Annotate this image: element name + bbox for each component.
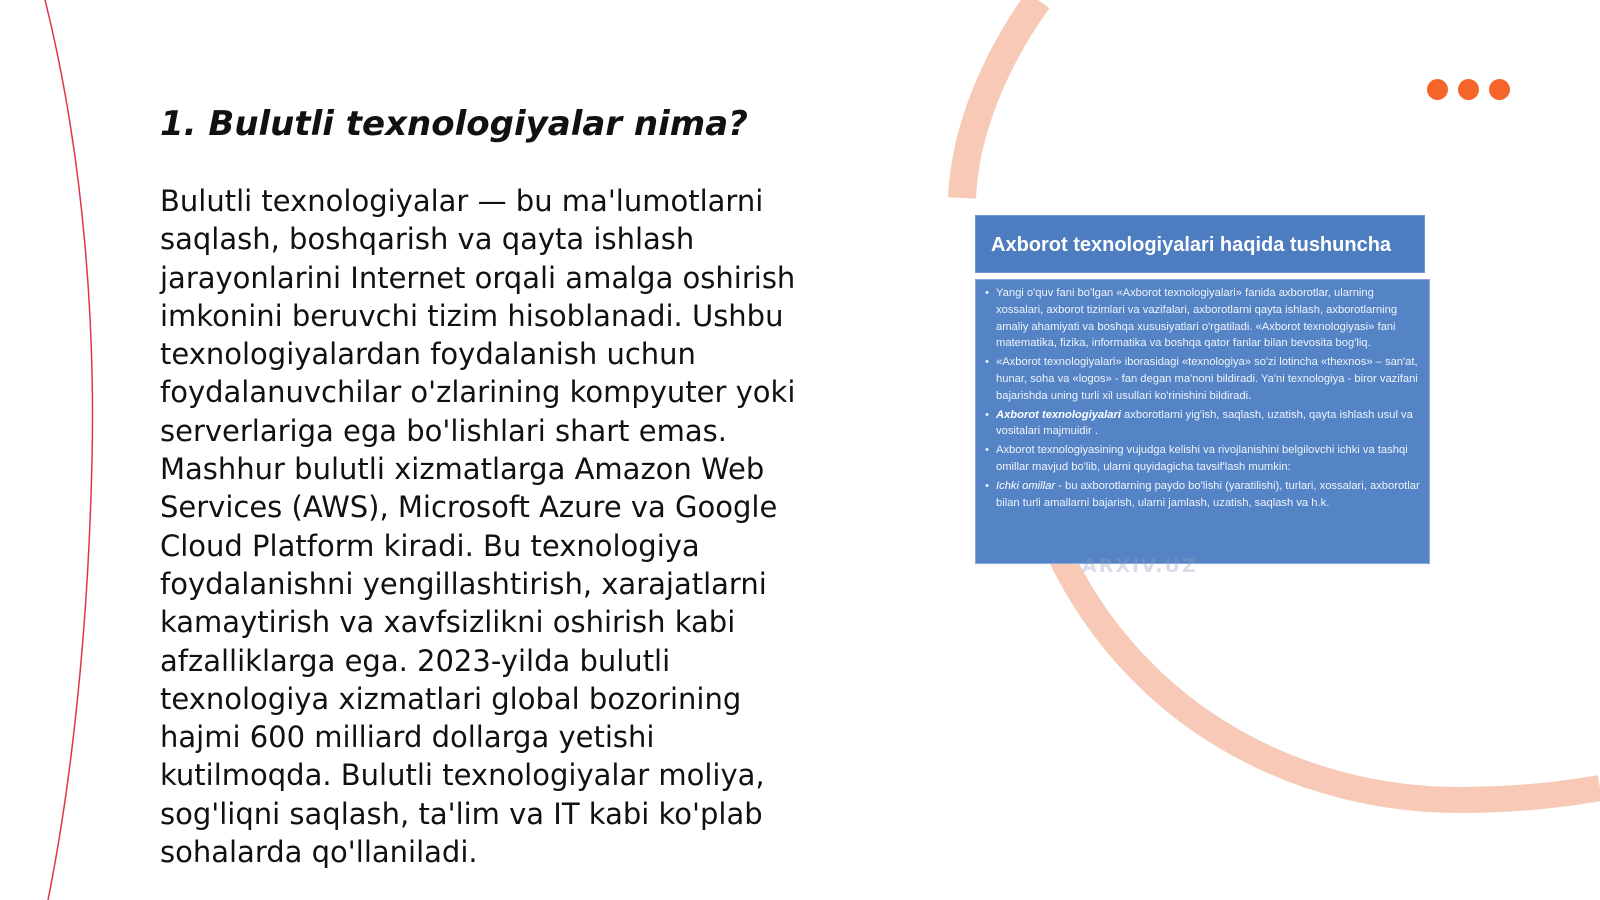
decorative-arc-bottom bbox=[1060, 555, 1600, 800]
embedded-slide-title: Axborot texnologiyalari haqida tushuncha bbox=[975, 215, 1425, 273]
left-accent-line bbox=[45, 0, 92, 900]
embedded-slide-content bbox=[975, 279, 1430, 564]
menu-dots-icon bbox=[1427, 79, 1513, 101]
bullet-text: «Axborot texnologiyalari» iborasidagi «texnologiya» so'zi lotincha «thexnos» – san'at, hunar, soha va «logos» - fan degan ma'noni bildiradi. Ya'ni texnologiya - biror vazifani bajarishda uning turli xil usullari ko'rinishini bildiradi. bbox=[996, 356, 1418, 402]
watermark-logo: ARXIV.UZ bbox=[1082, 555, 1198, 577]
list-item bbox=[982, 407, 1423, 441]
embedded-bullet-list bbox=[982, 285, 1423, 511]
list-item bbox=[982, 478, 1423, 512]
slide-title: 1. Bulutli texnologiyalar nima? bbox=[160, 104, 748, 144]
dot-icon bbox=[1427, 79, 1448, 100]
list-item bbox=[982, 442, 1423, 476]
bullet-text: Axborot texnologiyasining vujudga kelishi va rivojlanishini belgilovchi ichki va tashqi omillar mavjud bo'lib, ularni quyidagicha tavsif'lash mumkin: bbox=[996, 444, 1408, 473]
embedded-slide-image bbox=[975, 215, 1430, 565]
dot-icon bbox=[1458, 79, 1479, 100]
list-item bbox=[982, 354, 1423, 404]
bullet-lead: Axborot texnologiyalari bbox=[996, 408, 1121, 421]
slide-body-text: Bulutli texnologiyalar — bu ma'lumotlarni saqlash, boshqarish va qayta ishlash jarayonlarini Internet orqali amalga oshirish imkonini beruvchi tizim hisoblanadi. Ushbu texnologiyalardan foydalanish uchun foydalanuvchilar o'zlarining kompyuter yoki serverlariga ega bo'lishlari shart emas. Mashhur bulutli xizmatlarga Amazon Web Services (AWS), Microsoft Azure va Google Cloud Platform kiradi. Bu texnologiya foydalanishni yengillashtirish, xarajatlarni kamaytirish va xavfsizlikni oshirish kabi afzalliklarga ega. 2023-yilda bulutli texnologiya xizmatlari global bozorining hajmi 600 milliard dollarga yetishi kutilmoqda. Bulutli texnologiyalar moliya, sog'liqni saqlash, ta'lim va IT kabi ko'plab sohalarda qo'llaniladi. bbox=[160, 184, 796, 870]
bullet-text: axborotlarni yig'ish, saqlash, uzatish, qayta ishlash usul va vositalari majmuidir . bbox=[996, 408, 1413, 438]
decorative-arc-top bbox=[962, 0, 1038, 198]
bullet-text: - bu axborotlarning paydo bo'lishi (yaratilishi), turlari, xossalari, axborotlar bilan turli amallarni bajarish, ularni jamlash, uzatish, saqlash va h.k. bbox=[996, 479, 1420, 509]
list-item bbox=[982, 285, 1423, 352]
dot-icon bbox=[1489, 79, 1510, 100]
bullet-text: Yangi o'quv fani bo'lgan «Axborot texnologiyalari» fanida axborotlar, ularning xossalari, axborot tizimlari va vazifalari, axborotlarni qayta ishlash, axborotlarning amaliy ahamiyati va boshqa xususiyatlari o'rgatiladi. «Axborot texnologiyasi» fani matematika, fizika, informatika va boshqa qator fanlar bilan bevosita bog'liq. bbox=[996, 287, 1398, 350]
bullet-lead: Ichki omillar bbox=[996, 479, 1056, 492]
